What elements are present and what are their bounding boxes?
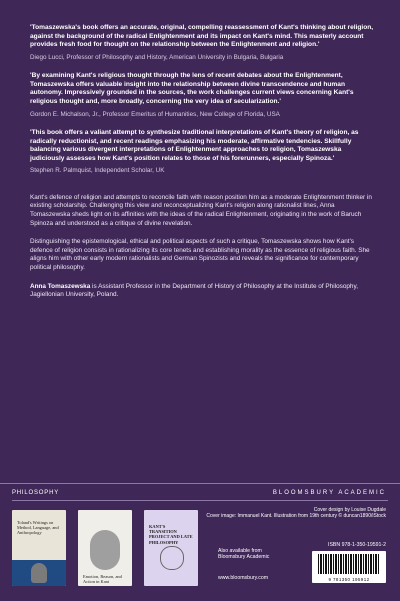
related-book-title-2: Emotion, Reason, and Action in Kant xyxy=(83,574,122,585)
description-paragraph-1: Kant's defence of religion and attempts to reconcile faith with reason position him as a moderate Enlightenment thinker in existing scholarship. Challenging this view and reconceptualizing Kant's religion along rationalist lines, Anna Tomaszewska sheds light on its affinities with the ideas of the radical Enlightenment, originating in the work of Baruch Spinoza and understood as a critique of divine revelation. xyxy=(30,193,372,227)
related-book-thumbnail-3[interactable] xyxy=(144,510,198,586)
review-quote-2: 'By examining Kant's religious thought through the lens of recent debates about the Enlightenment, Tomaszewska offers valuable insight into the relationship between divine transcendence and human autonomy. Impressively grounded in the sources, the work challenges current views concerning Kant's religious thought and, more broadly, concerning the very idea of secularization.' xyxy=(30,72,354,105)
portrait-icon xyxy=(31,563,47,583)
review-attribution-3: Stephen R. Palmquist, Independent Scholar, UK xyxy=(30,167,165,175)
related-book-thumbnail-1[interactable] xyxy=(12,510,66,586)
footer-divider xyxy=(12,500,388,501)
cover-credits xyxy=(206,507,386,520)
isbn-number: ISBN 978-1-350-19591-2 xyxy=(328,542,386,548)
cover-design-credit: Cover design by Louise Dugdale xyxy=(313,507,386,513)
portrait-icon xyxy=(90,530,120,570)
barcode-digits: 9 781350 195912 xyxy=(328,577,370,582)
category-label: PHILOSOPHY xyxy=(12,490,60,496)
review-attribution-1: Diego Lucci, Professor of Philosophy and History, American University in Bulgaria, Bulgaria xyxy=(30,53,284,61)
cover-image-credit: Cover image: Immanuel Kant. Illustration from 19th century © duncan1890/iStock xyxy=(206,513,386,520)
also-available-line-2: Bloomsbury Academic xyxy=(218,554,270,561)
publisher-label: BLOOMSBURY ACADEMIC xyxy=(272,490,386,496)
author-bio xyxy=(30,283,375,300)
author-bio-text: is Assistant Professor in the Department of History of Philosophy at the Institute of Philosophy, Jagiellonian University, Poland. xyxy=(30,282,358,299)
cover-text-column xyxy=(30,24,375,300)
barcode-bars xyxy=(318,554,380,574)
review-quote-3: 'This book offers a valiant attempt to synthesize traditional interpretations of Kant's theory of religion, as radically reductionist, and recent readings emphasizing his moderate, affirmative tendencies. Skillfully balancing various divergent interpretations of Enlightenment approaches to religion, Tomaszewska judiciously assesses how Kant's position relates to those of his forerunners, especially Spinoza.' xyxy=(30,128,359,162)
related-book-thumbnail-2[interactable] xyxy=(78,510,132,586)
ring-icon xyxy=(160,546,184,570)
also-available-text xyxy=(218,548,269,561)
isbn-barcode xyxy=(312,551,386,583)
publisher-website-link[interactable]: www.bloomsbury.com xyxy=(218,575,269,581)
review-quote-1: 'Tomaszewska's book offers an accurate, original, compelling reassessment of Kant's thinking about religion, against the background of the radical Enlightenment and its impact on Kant's mind. This masterly account provides fresh food for thought on the relationship between the Enlightenment and religion.' xyxy=(30,24,374,49)
author-name: Anna Tomaszewska xyxy=(30,282,91,290)
related-book-title-1: Toland's Writings on Method, Language, and Anthropology xyxy=(17,520,59,536)
also-available-line-1: Also available from xyxy=(218,548,262,554)
description-paragraph-2: Distinguishing the epistemological, ethical and political aspects of such a critique, Tomaszewska shows how Kant's defence of religion consists in rationalizing its core tenets and establishing morality as the essence of religious faith. She aligns him with other early modern rationalists and German Spinozists and reveals the significance for contemporary political philosophy. xyxy=(30,238,370,271)
review-attribution-2: Gordon E. Michalson, Jr., Professor Emeritus of Humanities, New College of Florida, USA xyxy=(30,110,280,118)
related-book-title-3: KANT'S TRANSITION PROJECT AND LATE PHILOSOPHY xyxy=(149,524,193,545)
